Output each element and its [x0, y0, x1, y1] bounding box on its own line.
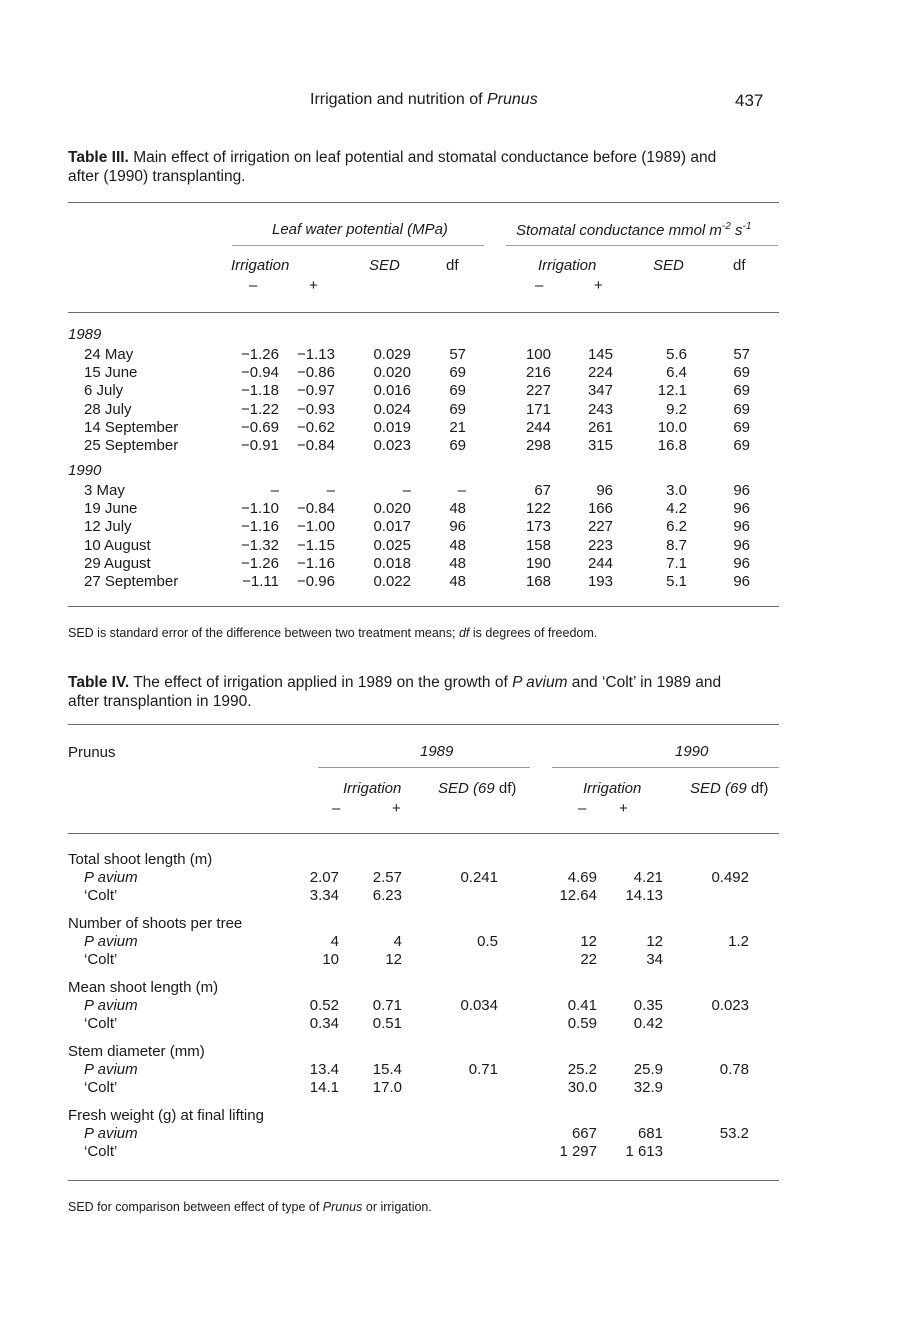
- table3-cell: 96: [449, 518, 466, 535]
- table3-year-label: 1990: [68, 462, 102, 479]
- table3-cell: 4.2: [666, 500, 687, 517]
- table3-cell: 0.022: [373, 573, 411, 590]
- table3-cell: 6.2: [666, 518, 687, 535]
- table3-cell: 190: [525, 555, 551, 572]
- table3-cell: 48: [449, 573, 466, 590]
- table4-cell: 12: [385, 951, 402, 968]
- table4-row-name: P avium: [84, 933, 138, 950]
- table3-col-sed-sc: SED: [653, 257, 684, 274]
- table3-cell: −0.86: [297, 364, 335, 381]
- table4-cell: 30.0: [567, 1079, 597, 1096]
- table4-cell: 2.57: [372, 869, 402, 886]
- table3-col-irrigation-lwp: Irrigation: [231, 257, 290, 274]
- table4-cell: 12.64: [559, 887, 597, 904]
- table3-cell: 158: [525, 537, 551, 554]
- table3-cell: 0.019: [373, 419, 411, 436]
- table3-cell: 0.029: [373, 346, 411, 363]
- table3-cell: 5.6: [666, 346, 687, 363]
- table4-label: Table IV.: [68, 674, 130, 691]
- table3-row-date: 12 July: [84, 518, 132, 535]
- table3-year-label: 1989: [68, 326, 102, 343]
- table4-header-rule: [68, 833, 779, 834]
- table3-sc-rule: [506, 245, 778, 246]
- table3-cell: 48: [449, 537, 466, 554]
- table4-row-name: P avium: [84, 997, 138, 1014]
- table3-cell: 315: [587, 437, 613, 454]
- table3-cell: 0.020: [373, 500, 411, 517]
- table3-cell: −0.84: [297, 500, 335, 517]
- table3-cell: 10.0: [657, 419, 687, 436]
- table3-cell: 96: [733, 537, 750, 554]
- table4-cell: 4.69: [567, 869, 597, 886]
- table3-cell: 227: [525, 382, 551, 399]
- table4-top-rule: [68, 724, 779, 725]
- table3-cell: −1.22: [241, 401, 279, 418]
- table3-footnote: SED is standard error of the difference between two treatment means; df is degrees of freedom.: [68, 626, 598, 640]
- table4-cell: 681: [637, 1125, 663, 1142]
- table3-cell: 69: [733, 419, 750, 436]
- table3-cell: 12.1: [657, 382, 687, 399]
- table3-cell: 96: [733, 573, 750, 590]
- table3-cell: 0.025: [373, 537, 411, 554]
- table4-row-name: ‘Colt’: [84, 1015, 118, 1032]
- table4-cell: 15.4: [372, 1061, 402, 1078]
- table3-row-date: 27 September: [84, 573, 179, 590]
- table3-cell: 3.0: [666, 482, 687, 499]
- table3-cell: −1.16: [241, 518, 279, 535]
- table3-cell: −0.93: [297, 401, 335, 418]
- table4-cell: 34: [646, 951, 663, 968]
- table4-plus-1989: +: [392, 800, 401, 817]
- table4-group-title: Mean shoot length (m): [68, 979, 219, 996]
- table4-cell: 25.9: [633, 1061, 663, 1078]
- table3-cell: −0.96: [297, 573, 335, 590]
- table4-col-sed-1990: SED (69 df): [690, 780, 769, 797]
- table3-row-date: 6 July: [84, 382, 124, 399]
- table3-cell: 48: [449, 500, 466, 517]
- table3-row-date: 3 May: [84, 482, 125, 499]
- table4-cell: 3.34: [309, 887, 339, 904]
- table3-cell: −1.11: [242, 573, 279, 590]
- table3-cell: −1.26: [241, 346, 279, 363]
- table4-cell: 0.34: [309, 1015, 339, 1032]
- table3-cell: –: [326, 482, 335, 499]
- table4-cell: 17.0: [372, 1079, 402, 1096]
- table3-col-irrigation-sc: Irrigation: [538, 257, 597, 274]
- table4-col-sed-1989: SED (69 df): [438, 780, 517, 797]
- table4-cell: 2.07: [309, 869, 339, 886]
- table3-cell: 96: [733, 555, 750, 572]
- table3-cell: 216: [525, 364, 551, 381]
- table3-cell: −0.84: [297, 437, 335, 454]
- table4-cell: 0.52: [309, 997, 339, 1014]
- table4-cell: 0.71: [372, 997, 402, 1014]
- table4-minus-1990: –: [578, 800, 587, 817]
- table3-bottom-rule: [68, 606, 779, 607]
- table4-group-title: Fresh weight (g) at final lifting: [68, 1107, 264, 1124]
- table3-row-date: 10 August: [84, 537, 151, 554]
- table4-cell: 0.42: [633, 1015, 663, 1032]
- table3-group-lwp: Leaf water potential (MPa): [272, 221, 448, 238]
- table3-row-date: 28 July: [84, 401, 132, 418]
- table3-cell: 166: [587, 500, 613, 517]
- table3-cell: 67: [534, 482, 551, 499]
- table3-cell: −0.69: [241, 419, 279, 436]
- table3-cell: −1.10: [241, 500, 279, 517]
- table3-cell: 5.1: [666, 573, 687, 590]
- table4-cell: 10: [322, 951, 339, 968]
- table4-year-1989: 1989: [420, 743, 454, 760]
- table4-cell: 0.5: [477, 933, 498, 950]
- table4-group-title: Number of shoots per tree: [68, 915, 243, 932]
- table3-lwp-rule: [232, 245, 484, 246]
- table3-cell: 57: [449, 346, 466, 363]
- table3-cell: 48: [449, 555, 466, 572]
- table4-footnote: SED for comparison between effect of type of Prunus or irrigation.: [68, 1200, 432, 1214]
- table3-cell: 193: [587, 573, 613, 590]
- table4-cell: 13.4: [309, 1061, 339, 1078]
- table4-cell: 667: [571, 1125, 597, 1142]
- table3-group-sc: Stomatal conductance mmol $m^{-2}$ $s^{-1}$: [516, 221, 752, 239]
- table3-cell: 16.8: [657, 437, 687, 454]
- table3-cell: −1.00: [297, 518, 335, 535]
- table3-cell: 0.016: [373, 382, 411, 399]
- table3-cell: −0.97: [297, 382, 335, 399]
- table3-cell: 0.024: [373, 401, 411, 418]
- table3-cell: −1.18: [241, 382, 279, 399]
- table4-minus-1989: –: [332, 800, 341, 817]
- table3-cell: –: [270, 482, 279, 499]
- table3-plus-sc: +: [594, 277, 603, 294]
- table4-group-title: Stem diameter (mm): [68, 1043, 205, 1060]
- table4-cell: 14.13: [625, 887, 663, 904]
- table4-cell: 4: [393, 933, 402, 950]
- table3-cell: −0.91: [241, 437, 279, 454]
- table3-cell: 168: [525, 573, 551, 590]
- table3-cell: 96: [733, 482, 750, 499]
- table3-cell: 57: [733, 346, 750, 363]
- table3-cell: 244: [587, 555, 613, 572]
- table3-cell: −1.26: [241, 555, 279, 572]
- table3-cell: 261: [587, 419, 613, 436]
- table4-cell: 0.41: [567, 997, 597, 1014]
- table4-year-1990: 1990: [675, 743, 709, 760]
- table3-cell: 243: [587, 401, 613, 418]
- table3-cell: 224: [587, 364, 613, 381]
- table4-cell: 4: [330, 933, 339, 950]
- table4-cell: 14.1: [309, 1079, 339, 1096]
- table3-cell: 69: [449, 437, 466, 454]
- table3-caption: Table III. Main effect of irrigation on leaf potential and stomatal conductance before (1989) and: [68, 149, 717, 166]
- table4-cell: 1 613: [625, 1143, 663, 1160]
- table4-cell: 0.78: [719, 1061, 749, 1078]
- table3-cell: −1.15: [297, 537, 335, 554]
- table3-row-date: 24 May: [84, 346, 134, 363]
- table4-caption: Table IV. The effect of irrigation applied in 1989 on the growth of P avium and ‘Colt’ in 1989 and: [68, 674, 722, 691]
- table4-col-prunus: Prunus: [68, 744, 116, 761]
- table3-cell: 298: [525, 437, 551, 454]
- table4-caption-line2: after transplantion in 1990.: [68, 693, 252, 710]
- table3-cell: 69: [449, 401, 466, 418]
- table4-row-name: ‘Colt’: [84, 1143, 118, 1160]
- table3-cell: 244: [525, 419, 551, 436]
- table3-cell: −0.94: [241, 364, 279, 381]
- page-number: 437: [735, 91, 764, 110]
- table4-cell: 4.21: [633, 869, 663, 886]
- table3-cell: –: [457, 482, 466, 499]
- table3-plus-lwp: +: [309, 277, 318, 294]
- table3-cell: 21: [449, 419, 466, 436]
- table4-cell: 25.2: [567, 1061, 597, 1078]
- table3-cell: −1.13: [297, 346, 335, 363]
- table4-cell: 0.492: [711, 869, 749, 886]
- table4-row-name: P avium: [84, 869, 138, 886]
- table3-cell: −0.62: [297, 419, 335, 436]
- table4-cell: 32.9: [633, 1079, 663, 1096]
- table3-row-date: 29 August: [84, 555, 151, 572]
- table4-cell: 1.2: [728, 933, 749, 950]
- table3-cell: 122: [525, 500, 551, 517]
- table4-cell: 0.35: [633, 997, 663, 1014]
- table3-cell: 173: [525, 518, 551, 535]
- table4-cell: 6.23: [372, 887, 402, 904]
- table4-plus-1990: +: [619, 800, 628, 817]
- table3-top-rule: [68, 202, 779, 203]
- table3-cell: –: [402, 482, 411, 499]
- table3-cell: 69: [733, 401, 750, 418]
- table3-cell: −1.16: [297, 555, 335, 572]
- table3-cell: 69: [733, 437, 750, 454]
- table3-cell: 100: [525, 346, 551, 363]
- table3-cell: 223: [587, 537, 613, 554]
- table4-cell: 1 297: [559, 1143, 597, 1160]
- table3-col-df-sc: df: [733, 257, 746, 274]
- table3-cell: 7.1: [666, 555, 687, 572]
- table3-cell: 8.7: [666, 537, 687, 554]
- table3-row-date: 19 June: [84, 500, 138, 517]
- table3-cell: 69: [733, 364, 750, 381]
- table3-cell: −1.32: [241, 537, 279, 554]
- table4-col-irrigation-1990: Irrigation: [583, 780, 642, 797]
- table4-cell: 0.023: [711, 997, 749, 1014]
- table4-bottom-rule: [68, 1180, 779, 1181]
- table3-label: Table III.: [68, 149, 129, 166]
- table4-group-title: Total shoot length (m): [68, 851, 213, 868]
- table3-cell: 96: [733, 500, 750, 517]
- table3-cell: 347: [587, 382, 613, 399]
- table4-cell: 0.034: [460, 997, 498, 1014]
- table4-row-name: ‘Colt’: [84, 951, 118, 968]
- table3-cell: 69: [733, 382, 750, 399]
- table4-cell: 53.2: [719, 1125, 749, 1142]
- table4-row-name: P avium: [84, 1061, 138, 1078]
- table4-cell: 12: [580, 933, 597, 950]
- table3-cell: 145: [587, 346, 613, 363]
- table3-row-date: 25 September: [84, 437, 179, 454]
- table3-header-rule: [68, 312, 779, 313]
- table4-1990-rule: [552, 767, 779, 768]
- table3-minus-sc: –: [535, 277, 544, 294]
- table4-cell: 12: [646, 933, 663, 950]
- table4-row-name: ‘Colt’: [84, 887, 118, 904]
- table3-minus-lwp: –: [249, 277, 258, 294]
- table3-row-date: 14 September: [84, 419, 179, 436]
- table3-row-date: 15 June: [84, 364, 138, 381]
- table4-cell: 0.59: [567, 1015, 597, 1032]
- table3-cell: 69: [449, 382, 466, 399]
- table4-cell: 22: [580, 951, 597, 968]
- table4-cell: 0.241: [460, 869, 498, 886]
- table3-cell: 96: [596, 482, 613, 499]
- table3-caption-line2: after (1990) transplanting.: [68, 168, 246, 185]
- table4-row-name: P avium: [84, 1125, 138, 1142]
- table4-1989-rule: [318, 767, 530, 768]
- table3-cell: 0.018: [373, 555, 411, 572]
- table3-cell: 227: [587, 518, 613, 535]
- table3-cell: 96: [733, 518, 750, 535]
- table3-cell: 171: [525, 401, 551, 418]
- table4-cell: 0.51: [372, 1015, 402, 1032]
- table3-cell: 6.4: [666, 364, 687, 381]
- table4-cell: 0.71: [468, 1061, 498, 1078]
- table3-col-df-lwp: df: [446, 257, 459, 274]
- table3-cell: 9.2: [666, 401, 687, 418]
- table3-cell: 0.023: [373, 437, 411, 454]
- table4-row-name: ‘Colt’: [84, 1079, 118, 1096]
- table3-cell: 69: [449, 364, 466, 381]
- table4-col-irrigation-1989: Irrigation: [343, 780, 402, 797]
- running-title: Irrigation and nutrition of Prunus: [310, 91, 538, 108]
- table3-col-sed-lwp: SED: [369, 257, 400, 274]
- table3-cell: 0.017: [373, 518, 411, 535]
- table3-cell: 0.020: [373, 364, 411, 381]
